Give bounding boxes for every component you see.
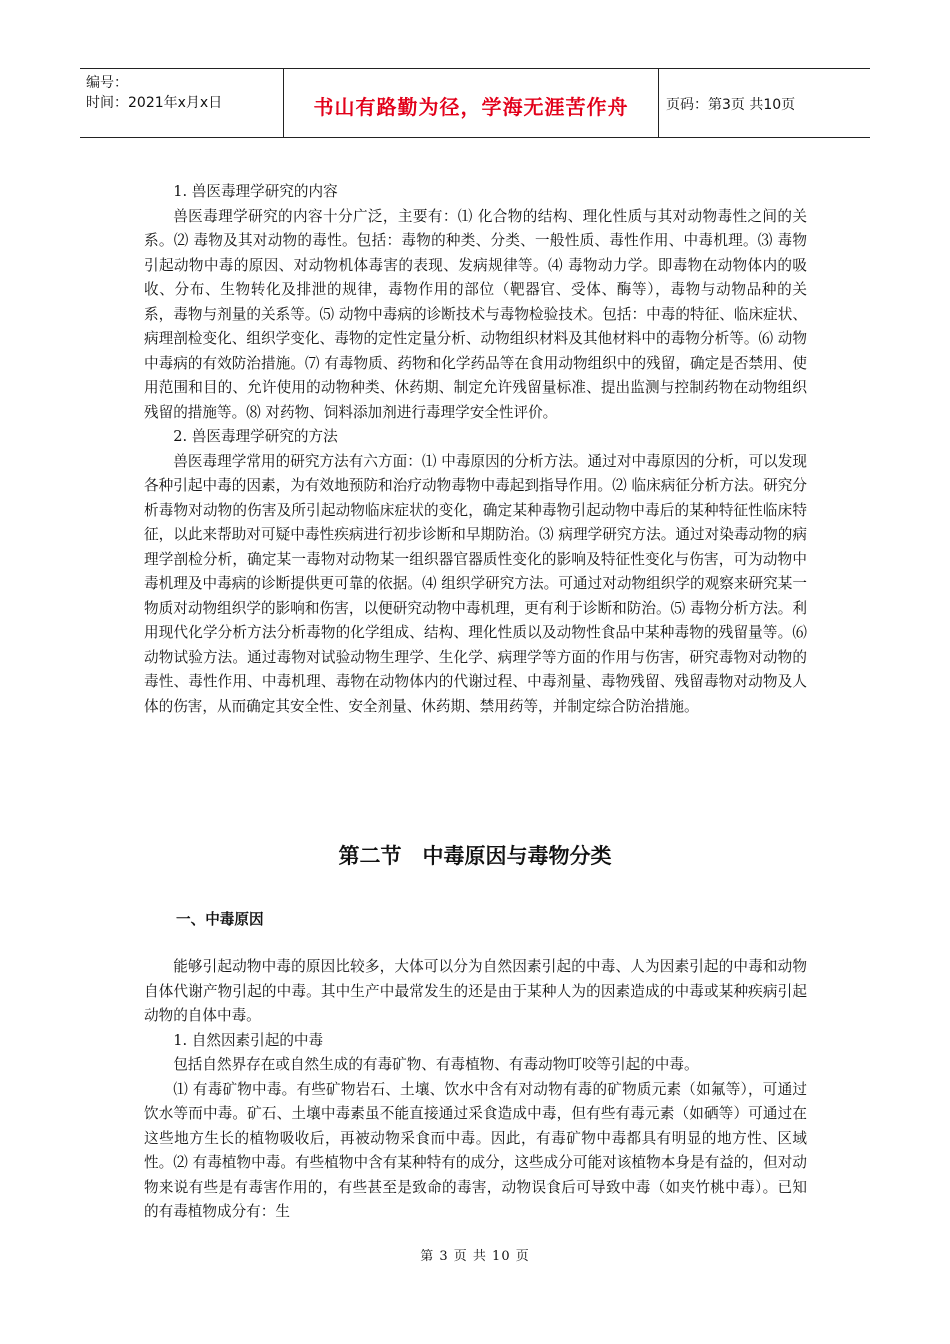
header-table	[80, 68, 870, 138]
header-left-cell	[80, 69, 283, 137]
body-text-2	[144, 955, 807, 1225]
header-motto-cell	[283, 69, 659, 137]
header-page-cell	[658, 69, 870, 137]
heading-natural-causes: 1. 自然因素引起的中毒	[173, 1031, 324, 1049]
doc-number-label: 编号：	[86, 75, 128, 91]
heading-research-content: 1. 兽医毒理学研究的内容	[173, 183, 338, 200]
paragraph-research-content: 兽医毒理学研究的内容十分广泛，主要有：⑴ 化合物的结构、理化性质与其对动物毒性之间的关系。⑵ 毒物及其对动物的毒性。包括：毒物的种类、分类、一般性质、毒性作用、中毒机理。⑶ 毒物引起动物中毒的原因、对动物机体毒害的表现、发病规律等。⑷ 毒物动力学。即毒物在动物体内的吸收、分布、生物转化及排泄的规律，毒物作用的部位（靶器官、受体、酶等），毒物与动物品种的关系，毒物与剂量的关系等。⑸ 动物中毒病的诊断技术与毒物检验技术。包括：中毒的特征、临床症状、病理剖检变化、组织学变化、毒物的定性定量分析、动物组织材料及其他材料中的毒物分析等。⑹ 动物中毒病的有效防治措施。⑺ 有毒物质、药物和化学药品等在食用动物组织中的残留，确定是否禁用、使用范围和目的、允许使用的动物种类、休药期、制定允许残留量标准、提出监测与控制药物在动物组织残留的措施等。⑻ 对药物、饲料添加剂进行毒理学安全性评价。	[144, 207, 807, 421]
paragraph-mineral-plant-poisoning: ⑴ 有毒矿物中毒。有些矿物岩石、土壤、饮水中含有对动物有毒的矿物质元素（如氟等），可通过饮水等而中毒。矿石、土壤中毒素虽不能直接通过采食造成中毒，但有些有毒元素（如硒等）可通过在这些地方生长的植物吸收后，再被动物采食而中毒。因此，有毒矿物中毒都具有明显的地方性、区域性。⑵ 有毒植物中毒。有些植物中含有某种特有的成分，这些成分可能对该植物本身是有益的，但对动物来说有些是有毒害作用的，有些甚至是致命的毒害，动物误食后可导致中毒（如夹竹桃中毒）。已知的有毒植物成分有：生	[144, 1080, 807, 1220]
doc-date-label: 时间：2021年x月x日	[86, 95, 223, 111]
subsection-title: 一、中毒原因	[176, 911, 264, 928]
paragraph-research-methods: 兽医毒理学常用的研究方法有六方面：⑴ 中毒原因的分析方法。通过对中毒原因的分析，可以发现各种引起中毒的因素，为有效地预防和治疗动物毒物中毒起到指导作用。⑵ 临床病征分析方法。研究分析毒物对动物的伤害及所引起动物临床症状的变化，确定某种毒物引起动物中毒后的某种特征性临床特征，以此来帮助对可疑中毒性疾病进行初步诊断和早期防治。⑶ 病理学研究方法。通过对染毒动物的病理学剖检分析，确定某一毒物对动物某一组织器官器质性变化的影响及特征性变化与伤害，可为动物中毒机理及中毒病的诊断提供更可靠的依据。⑷ 组织学研究方法。可通过对动物组织学的观察来研究某一物质对动物组织学的影响和伤害，以便研究动物中毒机理，更有利于诊断和防治。⑸ 毒物分析方法。利用现代化学分析方法分析毒物的化学组成、结构、理化性质以及动物性食品中某种毒物的残留量等。⑹ 动物试验方法。通过毒物对试验动物生理学、生化学、病理学等方面的作用与伤害，研究毒物对动物的毒性、毒性作用、中毒机理、毒物在动物体内的代谢过程、中毒剂量、毒物残留、残留毒物对动物及人体的伤害，从而确定其安全性、安全剂量、休药期、禁用药等，并制定综合防治措施。	[144, 452, 807, 715]
section-title: 第二节 中毒原因与毒物分类	[338, 844, 612, 868]
page-footer: 第 3 页 共 10 页	[420, 1249, 530, 1264]
paragraph-poisoning-causes: 能够引起动物中毒的原因比较多，大体可以分为自然因素引起的中毒、人为因素引起的中毒和动物自体代谢产物引起的中毒。其中生产中最常发生的还是由于某种人为的因素造成的中毒或某种疾病引起动物的自体中毒。	[144, 958, 807, 1024]
body-text	[144, 180, 807, 719]
heading-research-methods: 2. 兽医毒理学研究的方法	[173, 428, 338, 445]
paragraph-natural-causes: 包括自然界存在或自然生成的有毒矿物、有毒植物、有毒动物叮咬等引起的中毒。	[173, 1056, 699, 1073]
header-motto: 书山有路勤为径，学海无涯苦作舟	[313, 95, 629, 119]
header-page-info: 页码：第3页 共10页	[666, 97, 796, 113]
